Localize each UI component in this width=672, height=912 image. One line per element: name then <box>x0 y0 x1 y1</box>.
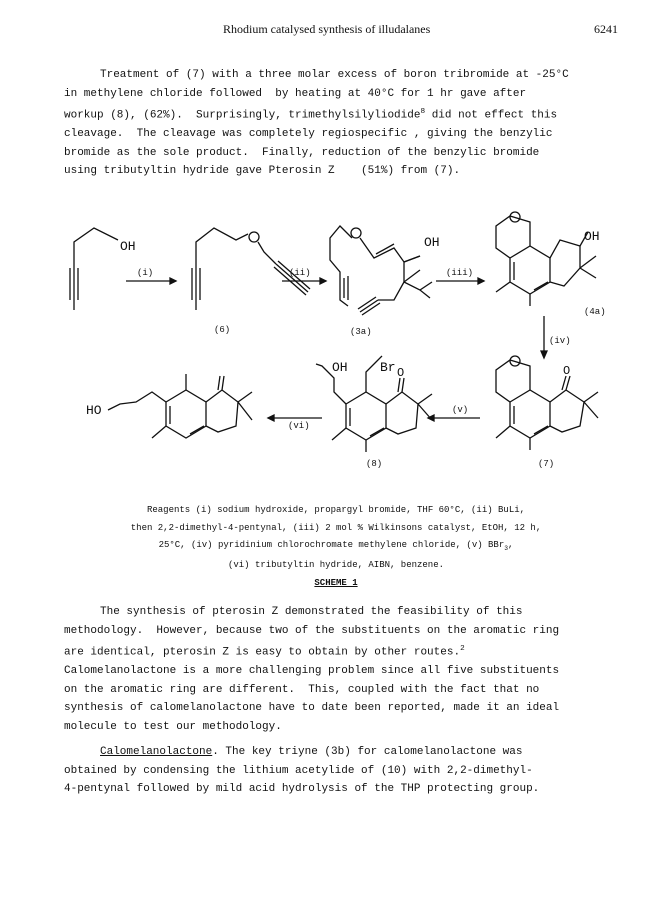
text-line: synthesis of calomelanolactone have to date been reported, made it an ideal <box>64 702 560 715</box>
paragraph-3 <box>64 743 624 799</box>
text-line <box>64 743 624 762</box>
text-fragment: 25°C, (iv) pyridinium chlorochromate methylene chloride, (v) BBr <box>158 540 505 550</box>
page-number: 6241 <box>594 22 618 36</box>
text-line: in methylene chloride followed by heating at 40°C for 1 hr gave after <box>64 87 527 100</box>
text-fragment: . The key triyne (3b) for calomelanolactone was <box>212 746 523 758</box>
text-line: Treatment of (7) with a three molar excess of boron tribromide at -25°C <box>100 69 569 81</box>
citation-superscript: 2 <box>460 645 465 653</box>
caption-line: Reagents (i) sodium hydroxide, propargyl bromide, THF 60°C, (ii) BuLi, <box>146 505 526 515</box>
caption-line: then 2,2-dimethyl-4-pentynal, (iii) 2 mol % Wilkinsons catalyst, EtOH, 12 h, <box>130 522 542 533</box>
text-line: bromide as the sole product. Finally, reduction of the benzylic bromide <box>64 146 540 159</box>
label-oh: OH <box>120 239 136 254</box>
molecule-4a <box>496 212 596 306</box>
arrowhead <box>268 415 274 421</box>
text-line: Calomelanolactone is a more challenging problem since all five substituents <box>64 665 560 678</box>
text-line <box>64 640 624 662</box>
section-heading: Calomelanolactone <box>100 746 213 758</box>
label-step-iii: (iii) <box>446 268 474 278</box>
text-line: obtained by condensing the lithium acetylide of (10) with 2,2-dimethyl- <box>64 764 533 777</box>
text-line: on the aromatic ring are different. This, coupled with the fact that no <box>64 683 540 696</box>
text-line: molecule to test our methodology. <box>64 720 282 733</box>
molecule-start <box>70 228 118 310</box>
arrowhead <box>320 278 326 284</box>
text-fragment: workup (8), (62%). Surprisingly, trimethylsilyliodide <box>64 109 421 122</box>
text-fragment: did not effect this <box>425 109 558 122</box>
label-step-ii: (ii) <box>289 268 311 278</box>
label-compound-6: (6) <box>214 325 231 335</box>
subscript: 3 <box>504 544 509 552</box>
label-keto-oxygen: O <box>563 364 571 378</box>
scheme-caption <box>0 502 672 592</box>
label-oh: OH <box>332 360 348 375</box>
citation-superscript: 8 <box>420 108 426 116</box>
label-oh: OH <box>584 229 600 244</box>
molecule-3a <box>330 226 432 315</box>
arrowhead <box>170 278 176 284</box>
label-step-vi: (vi) <box>288 421 310 431</box>
paragraph-2 <box>64 603 624 736</box>
text-fragment: , <box>508 540 514 550</box>
label-step-iv: (iv) <box>549 336 571 346</box>
label-bromine: Br <box>380 360 396 375</box>
caption-line <box>0 537 672 557</box>
label-ho: HO <box>86 403 102 418</box>
label-step-v: (v) <box>452 405 469 415</box>
text-fragment: are identical, pterosin Z is easy to obtain by other routes. <box>64 646 461 659</box>
label-oh: OH <box>424 235 440 250</box>
text-line: cleavage. The cleavage was completely regiospecific , giving the benzylic <box>64 128 553 141</box>
text-line: using tributyltin hydride gave Pterosin Z (51%) from (7). <box>64 165 461 178</box>
arrowhead <box>478 278 484 284</box>
arrowhead <box>541 351 547 358</box>
label-compound-8: (8) <box>366 459 383 469</box>
scheme-title: SCHEME 1 <box>314 577 358 588</box>
molecule-7 <box>496 356 598 450</box>
text-line: The synthesis of pterosin Z demonstrated the feasibility of this <box>100 606 523 618</box>
running-header: Rhodium catalysed synthesis of illudalanes <box>223 22 431 36</box>
molecule-pterosin-z <box>108 374 252 438</box>
label-step-i: (i) <box>137 268 154 278</box>
text-line: methodology. However, because two of the substituents on the aromatic ring <box>64 624 560 637</box>
text-line: 4-pentynal followed by mild acid hydrolysis of the THP protecting group. <box>64 783 540 795</box>
label-compound-7: (7) <box>538 459 555 469</box>
caption-line: (vi) tributyltin hydride, AIBN, benzene. <box>227 560 445 571</box>
label-compound-3a: (3a) <box>350 327 372 337</box>
label-keto-oxygen: O <box>397 366 405 380</box>
label-compound-4a: (4a) <box>584 307 606 317</box>
